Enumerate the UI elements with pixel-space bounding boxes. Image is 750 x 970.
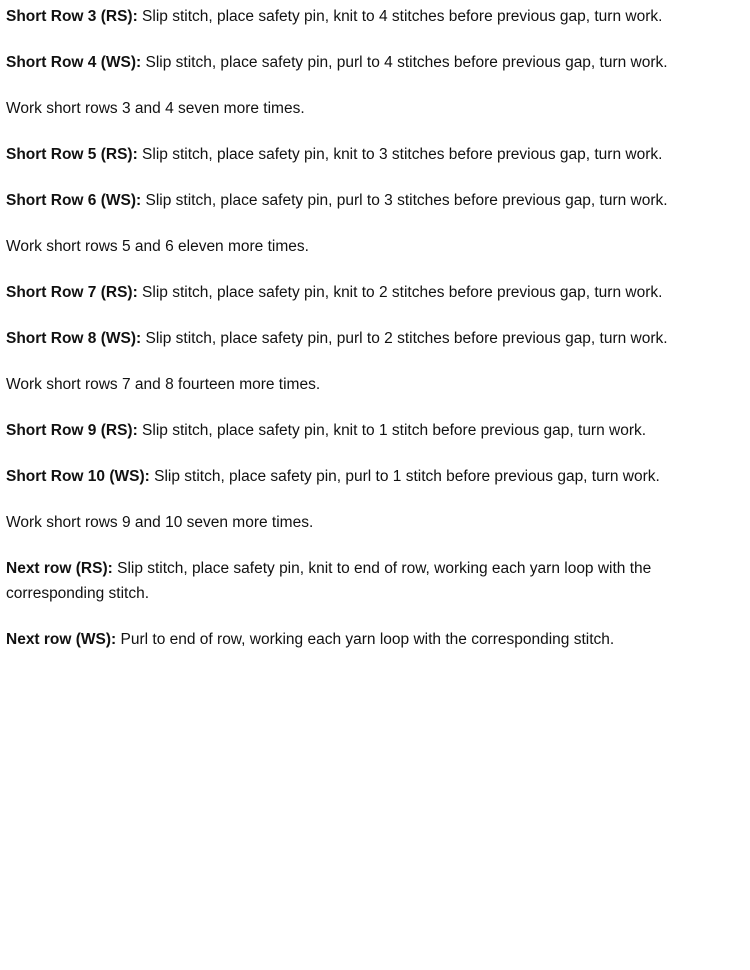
instruction-next-row-rs (6, 556, 736, 606)
row-text: Purl to end of row, working each yarn loop with the corresponding stitch. (116, 631, 615, 648)
repeat-note-rows-7-8 (6, 372, 736, 397)
row-text: Slip stitch, place safety pin, knit to 2 stitches before previous gap, turn work. (137, 284, 663, 301)
row-text: Slip stitch, place safety pin, knit to end of row, working each yarn loop with the corresponding stitch. (6, 560, 652, 602)
row-label: Short Row 6 (WS): (6, 192, 142, 209)
instruction-short-row-3 (6, 4, 736, 29)
note-text: Work short rows 7 and 8 fourteen more times. (6, 376, 321, 393)
row-label: Next row (WS): (6, 631, 117, 648)
row-text: Slip stitch, place safety pin, knit to 1 stitch before previous gap, turn work. (137, 422, 647, 439)
row-text: Slip stitch, place safety pin, purl to 4 stitches before previous gap, turn work. (141, 54, 668, 71)
row-label: Short Row 3 (RS): (6, 8, 138, 25)
row-text: Slip stitch, place safety pin, purl to 2 stitches before previous gap, turn work. (141, 330, 668, 347)
row-label: Short Row 5 (RS): (6, 146, 138, 163)
repeat-note-rows-5-6 (6, 234, 736, 259)
instruction-short-row-10 (6, 464, 736, 489)
row-text: Slip stitch, place safety pin, knit to 4 stitches before previous gap, turn work. (137, 8, 663, 25)
repeat-note-rows-9-10 (6, 510, 736, 535)
note-text: Work short rows 9 and 10 seven more times. (6, 514, 314, 531)
row-text: Slip stitch, place safety pin, purl to 3 stitches before previous gap, turn work. (141, 192, 668, 209)
note-text: Work short rows 3 and 4 seven more times. (6, 100, 305, 117)
knitting-instructions (6, 4, 736, 673)
repeat-note-rows-3-4 (6, 96, 736, 121)
instruction-short-row-5 (6, 142, 736, 167)
note-text: Work short rows 5 and 6 eleven more times. (6, 238, 309, 255)
row-label: Short Row 10 (WS): (6, 468, 150, 485)
row-label: Short Row 4 (WS): (6, 54, 142, 71)
row-label: Short Row 7 (RS): (6, 284, 138, 301)
instruction-short-row-6 (6, 188, 736, 213)
instruction-short-row-9 (6, 418, 736, 443)
instruction-short-row-8 (6, 326, 736, 351)
instruction-next-row-ws (6, 627, 736, 652)
instruction-short-row-7 (6, 280, 736, 305)
row-text: Slip stitch, place safety pin, knit to 3 stitches before previous gap, turn work. (137, 146, 663, 163)
row-text: Slip stitch, place safety pin, purl to 1 stitch before previous gap, turn work. (149, 468, 660, 485)
row-label: Short Row 8 (WS): (6, 330, 142, 347)
instruction-short-row-4 (6, 50, 736, 75)
row-label: Next row (RS): (6, 560, 113, 577)
row-label: Short Row 9 (RS): (6, 422, 138, 439)
